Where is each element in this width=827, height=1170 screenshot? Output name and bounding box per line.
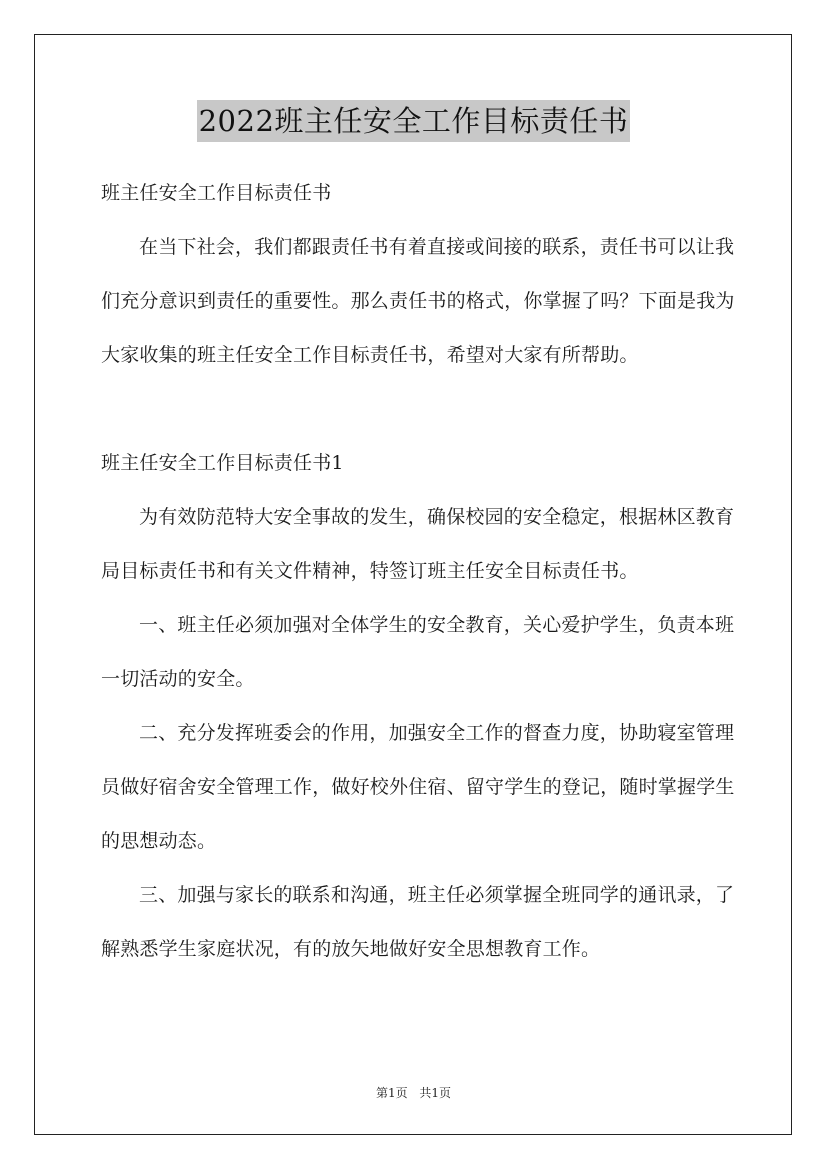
document-body [101, 166, 741, 976]
intro-paragraph: 在当下社会，我们都跟责任书有着直接或间接的联系，责任书可以让我们充分意识到责任的重要性。那么责任书的格式，你掌握了吗？下面是我为大家收集的班主任安全工作目标责任书，希望对大家有所帮助。 [101, 236, 735, 366]
section-title: 班主任安全工作目标责任书1 [101, 452, 344, 474]
document-title: 2022班主任安全工作目标责任书 [197, 100, 631, 142]
page-footer [0, 1084, 827, 1101]
title-container [0, 100, 827, 142]
page-total: 共1页 [419, 1086, 452, 1100]
body-paragraph: 为有效防范特大安全事故的发生，确保校园的安全稳定，根据林区教育局目标责任书和有关文件精神，特签订班主任安全目标责任书。 [101, 506, 735, 582]
body-paragraph: 三、加强与家长的联系和沟通，班主任必须掌握全班同学的通讯录，了解熟悉学生家庭状况，有的放矢地做好安全思想教育工作。 [101, 884, 735, 960]
body-paragraph: 一、班主任必须加强对全体学生的安全教育，关心爱护学生，负责本班一切活动的安全。 [101, 614, 735, 690]
body-paragraph: 二、充分发挥班委会的作用，加强安全工作的督查力度，协助寝室管理员做好宿舍安全管理工作，做好校外住宿、留守学生的登记，随时掌握学生的思想动态。 [101, 722, 735, 852]
document-heading: 班主任安全工作目标责任书 [101, 182, 332, 204]
page-number: 第1页 [375, 1086, 408, 1100]
